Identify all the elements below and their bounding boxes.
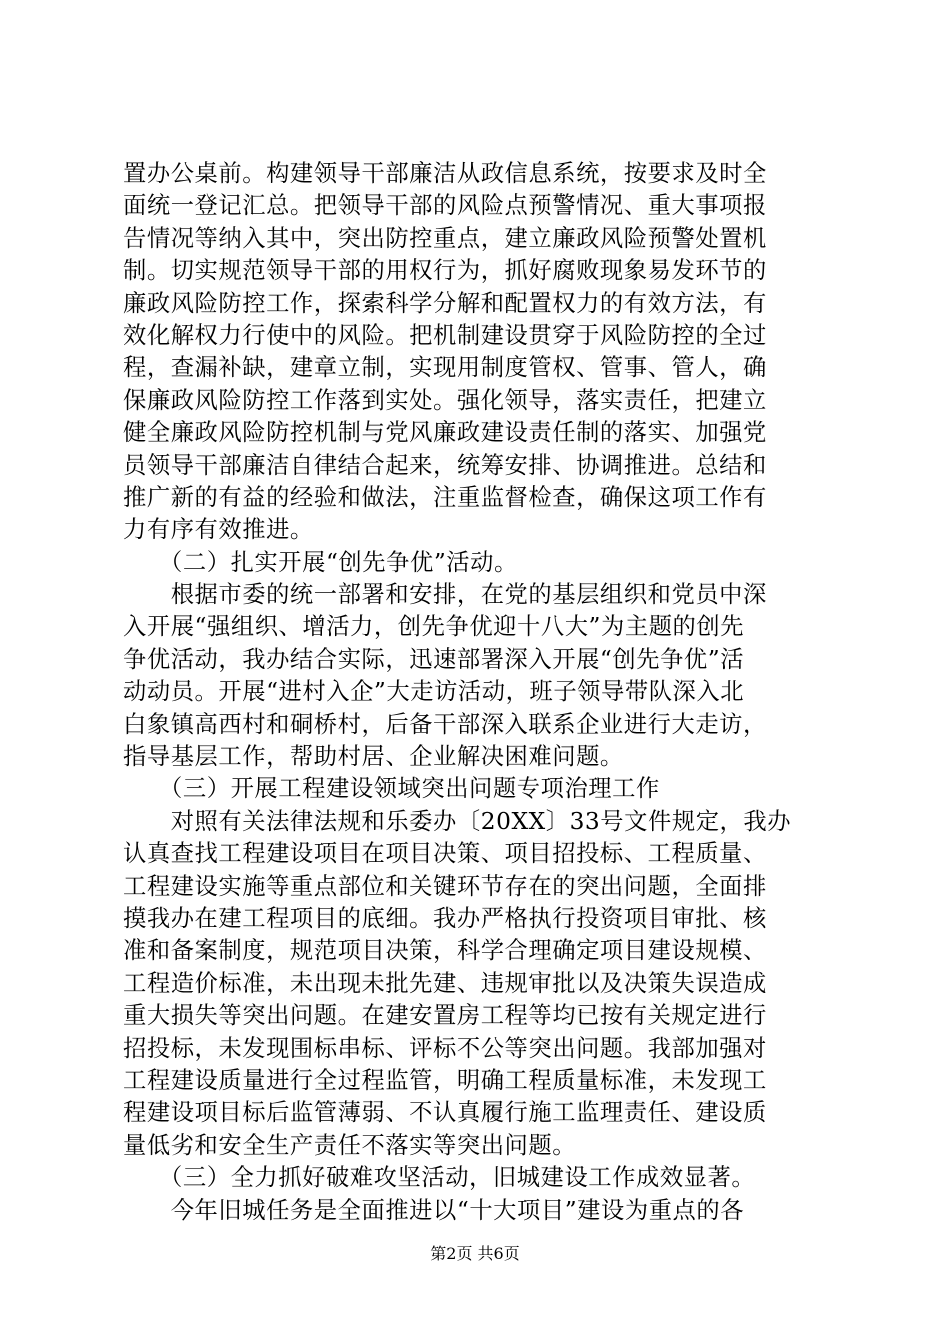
section-heading: （三）全力抓好破难攻坚活动，旧城建设工作成效显著。 (123, 1164, 756, 1192)
body-line: 重大损失等突出问题。在建安置房工程等均已按有关规定进行 (123, 1002, 767, 1030)
body-line: 入开展“强组织、增活力，创先争优迎十八大”为主题的创先 (123, 613, 745, 641)
body-line: 保廉政风险防控工作落到实处。强化领导，落实责任，把建立 (123, 386, 767, 414)
section-heading: （二）扎实开展“创先争优”活动。 (123, 548, 518, 576)
body-line: 指导基层工作，帮助村居、企业解决困难问题。 (123, 743, 624, 771)
body-line: 争优活动，我办结合实际，迅速部署深入开展“创先争优”活 (123, 645, 745, 673)
body-line: 告情况等纳入其中，突出防控重点，建立廉政风险预警处置机 (123, 224, 767, 252)
body-line: 白象镇高西村和硐桥村，后备干部深入联系企业进行大走访， (123, 710, 767, 738)
body-line: 程建设项目标后监管薄弱、不认真履行施工监理责任、建设质 (123, 1099, 767, 1127)
body-line: 准和备案制度，规范项目决策，科学合理确定项目建设规模、 (123, 937, 767, 965)
body-line: 面统一登记汇总。把领导干部的风险点预警情况、重大事项报 (123, 192, 767, 220)
body-line: 今年旧城任务是全面推进以“十大项目”建设为重点的各 (123, 1196, 745, 1224)
document-body (123, 158, 828, 1227)
body-line: 量低劣和安全生产责任不落实等突出问题。 (123, 1131, 577, 1159)
body-line: 摸我办在建工程项目的底细。我办严格执行投资项目审批、核 (123, 904, 767, 932)
body-line: 对照有关法律法规和乐委办〔20XX〕33号文件规定，我办 (123, 807, 792, 835)
body-line: 动动员。开展“进村入企”大走访活动，班子领导带队深入北 (123, 678, 745, 706)
body-line: 力有序有效推进。 (123, 516, 314, 544)
section-heading: （三）开展工程建设领域突出问题专项治理工作 (123, 775, 660, 803)
page-footer: 第2页 共6页 (430, 1244, 520, 1263)
body-line: 员领导干部廉洁自律结合起来，统筹安排、协调推进。总结和 (123, 451, 767, 479)
body-line: 认真查找工程建设项目在项目决策、项目招投标、工程质量、 (123, 840, 767, 868)
body-line: 效化解权力行使中的风险。把机制建设贯穿于风险防控的全过 (123, 321, 767, 349)
body-line: 程，查漏补缺，建章立制，实现用制度管权、管事、管人，确 (123, 354, 767, 382)
body-line: 工程建设质量进行全过程监管，明确工程质量标准，未发现工 (123, 1066, 767, 1094)
body-line: 根据市委的统一部署和安排，在党的基层组织和党员中深 (123, 581, 767, 609)
body-line: 健全廉政风险防控机制与党风廉政建设责任制的落实、加强党 (123, 419, 767, 447)
body-line: 廉政风险防控工作，探索科学分解和配置权力的有效方法，有 (123, 289, 767, 317)
body-line: 招投标，未发现围标串标、评标不公等突出问题。我部加强对 (123, 1034, 767, 1062)
body-line: 工程造价标准，未出现未批先建、违规审批以及决策失误造成 (123, 969, 767, 997)
body-line: 工程建设实施等重点部位和关键环节存在的突出问题，全面排 (123, 872, 767, 900)
body-line: 置办公桌前。构建领导干部廉洁从政信息系统，按要求及时全 (123, 160, 767, 187)
body-line: 制。切实规范领导干部的用权行为，抓好腐败现象易发环节的 (123, 257, 767, 285)
body-line: 推广新的有益的经验和做法，注重监督检查，确保这项工作有 (123, 483, 767, 511)
